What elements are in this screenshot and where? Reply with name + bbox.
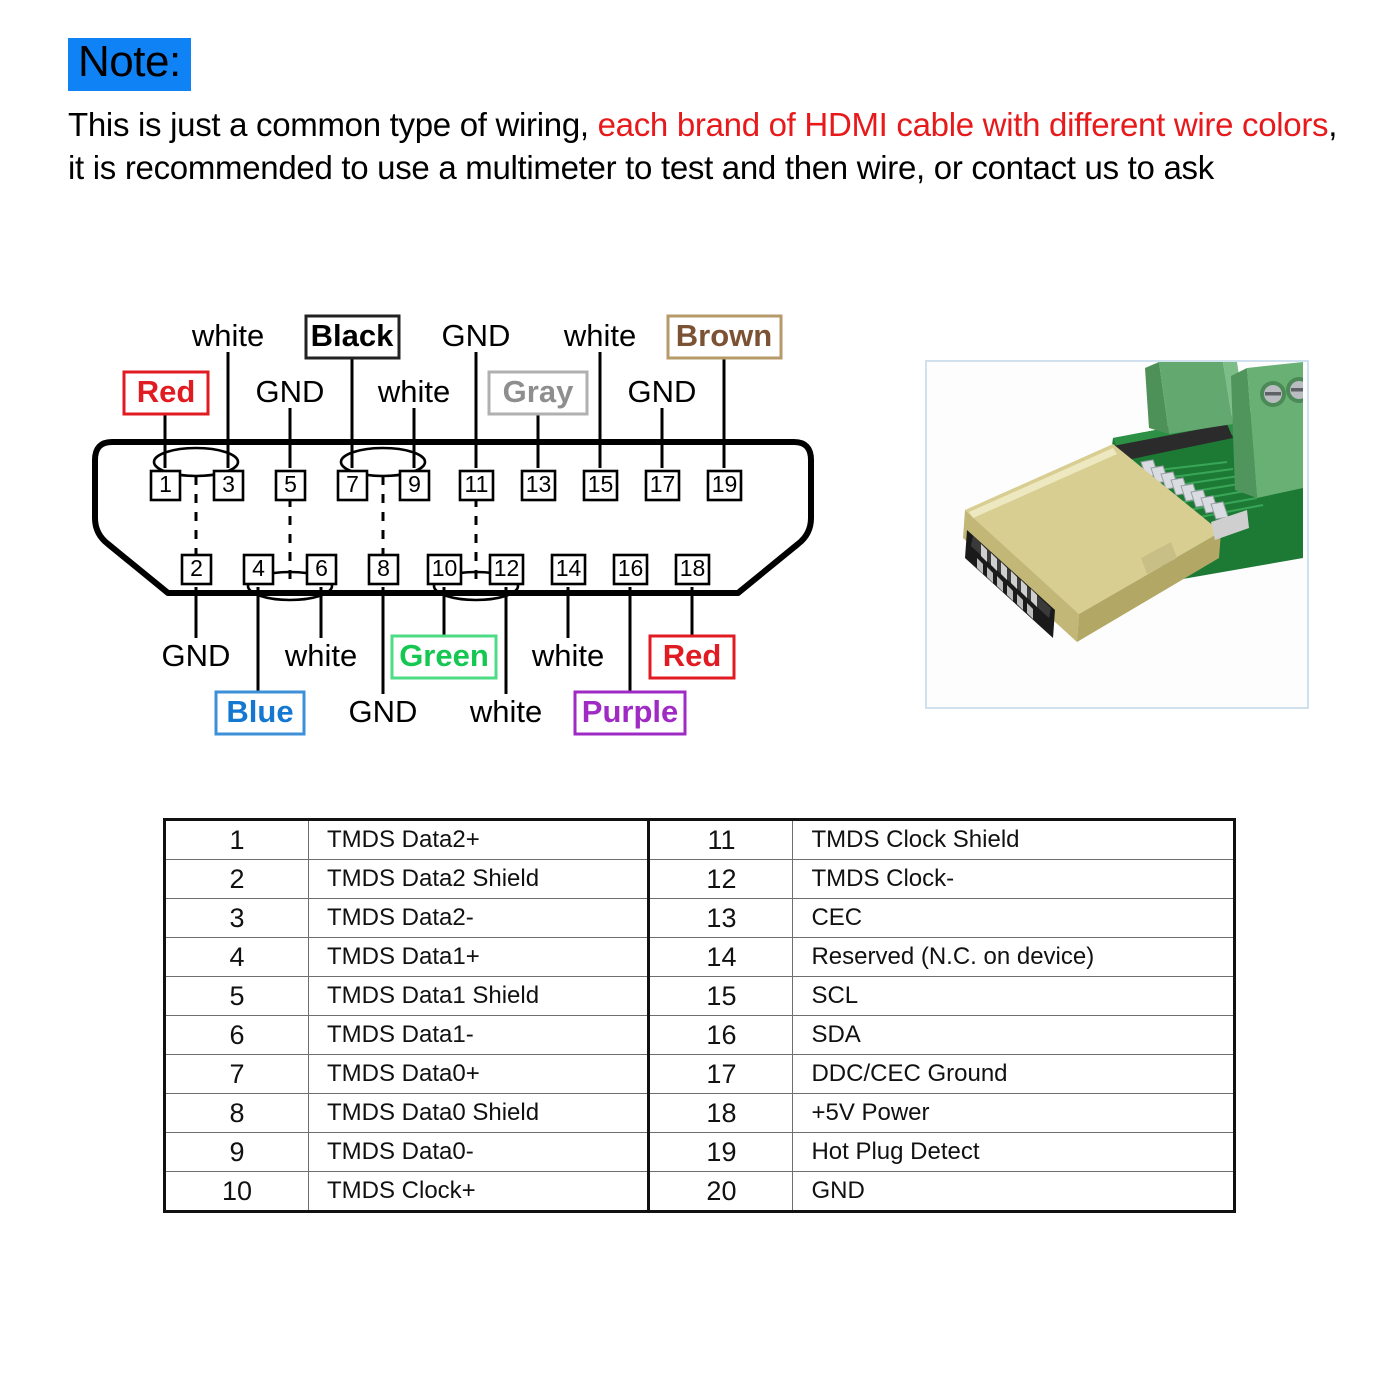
wire-label-top-white-15: white [563, 318, 637, 354]
pin-number-cell: 19 [649, 1133, 793, 1172]
pin-number-cell: 4 [165, 938, 309, 977]
table-row [165, 820, 1235, 860]
note-line1-part1: This is just a common type of wiring, [68, 105, 598, 143]
pin-desc-cell: TMDS Data0+ [309, 1055, 649, 1094]
pin-number-cell: 20 [649, 1172, 793, 1212]
screw-terminal-block-right [1231, 362, 1303, 498]
pin-number-5: 5 [284, 471, 297, 498]
pin-desc-cell: SDA [793, 1016, 1235, 1055]
pin-number-3: 3 [222, 471, 235, 498]
table-row [165, 1172, 1235, 1212]
pin-number-cell: 17 [649, 1055, 793, 1094]
bottom-labels-upper-row [162, 636, 734, 678]
pin-desc-cell: SCL [793, 977, 1235, 1016]
wire-label-top-gray-13: Gray [502, 374, 574, 410]
pin-number-2: 2 [190, 555, 203, 582]
pin-desc-cell: TMDS Clock+ [309, 1172, 649, 1212]
pin-number-cell: 12 [649, 860, 793, 899]
pin-desc-cell: TMDS Clock Shield [793, 820, 1235, 860]
note-title: Note: [68, 38, 191, 91]
table-row [165, 977, 1235, 1016]
pin-number-cell: 5 [165, 977, 309, 1016]
wire-label-top-brown-19: Brown [675, 318, 773, 354]
pin-number-1: 1 [159, 471, 172, 498]
pin-number-cell: 1 [165, 820, 309, 860]
wire-label-top-white-9: white [377, 374, 451, 410]
pin-number-cell: 2 [165, 860, 309, 899]
pin-desc-cell: TMDS Data2- [309, 899, 649, 938]
table-row [165, 938, 1235, 977]
pin-number-17: 17 [649, 471, 676, 498]
pin-desc-cell: TMDS Data2+ [309, 820, 649, 860]
pin-desc-cell: DDC/CEC Ground [793, 1055, 1235, 1094]
bottom-labels-lower-row [216, 692, 685, 734]
top-pin-row [151, 471, 741, 500]
pin-number-12: 12 [493, 555, 520, 582]
pin-number-cell: 16 [649, 1016, 793, 1055]
note-block [68, 38, 1368, 190]
hdmi-pinout-table [163, 818, 1236, 1213]
pin-desc-cell: CEC [793, 899, 1235, 938]
wire-label-top-black-7: Black [310, 318, 394, 354]
wire-label-bottom-green-10: Green [399, 638, 489, 674]
pin-number-cell: 18 [649, 1094, 793, 1133]
bottom-pin-row [182, 555, 709, 584]
pin-number-cell: 6 [165, 1016, 309, 1055]
pin-number-cell: 15 [649, 977, 793, 1016]
pin-number-14: 14 [555, 555, 582, 582]
pin-number-15: 15 [587, 471, 614, 498]
pin-number-cell: 9 [165, 1133, 309, 1172]
wire-label-top-red-1: Red [136, 374, 196, 410]
wire-label-bottom-gnd-2: GND [161, 638, 231, 674]
pin-number-4: 4 [252, 555, 265, 582]
pin-number-cell: 7 [165, 1055, 309, 1094]
wire-label-top-gnd-11: GND [441, 318, 511, 354]
note-line1-part3: , [1328, 105, 1338, 143]
table-row [165, 1016, 1235, 1055]
pin-number-10: 10 [431, 555, 458, 582]
pin-desc-cell: TMDS Data1 Shield [309, 977, 649, 1016]
top-labels-upper-row [191, 316, 781, 358]
wire-label-bottom-blue-4: Blue [226, 694, 294, 730]
note-line1-highlight: each brand of HDMI cable with different wire colors [597, 105, 1329, 143]
wire-label-bottom-gnd-8: GND [348, 694, 418, 730]
pin-desc-cell: TMDS Data1+ [309, 938, 649, 977]
pin-number-11: 11 [464, 471, 489, 498]
table-row [165, 1094, 1235, 1133]
pin-desc-cell: TMDS Data2 Shield [309, 860, 649, 899]
wire-label-bottom-purple-16: Purple [581, 694, 679, 730]
note-line2: it is recommended to use a multimeter to test and then wire, or contact us to ask [68, 149, 1214, 187]
pin-number-8: 8 [377, 555, 390, 582]
wire-label-bottom-white-14: white [531, 638, 605, 674]
pin-number-9: 9 [408, 471, 421, 498]
screw-terminal-block-left [1145, 362, 1245, 434]
pin-number-cell: 8 [165, 1094, 309, 1133]
wire-label-bottom-white-12: white [469, 694, 543, 730]
hdmi-connector-diagram [0, 290, 900, 760]
pin-number-cell: 10 [165, 1172, 309, 1212]
pin-desc-cell: TMDS Data0- [309, 1133, 649, 1172]
pinout-table-body [165, 820, 1235, 1212]
table-row [165, 899, 1235, 938]
pin-number-cell: 14 [649, 938, 793, 977]
pin-desc-cell: TMDS Clock- [793, 860, 1235, 899]
pin-desc-cell: Reserved (N.C. on device) [793, 938, 1235, 977]
wire-label-top-white-3: white [191, 318, 265, 354]
wire-label-bottom-white-6: white [284, 638, 358, 674]
pin-number-cell: 3 [165, 899, 309, 938]
pin-number-cell: 13 [649, 899, 793, 938]
wire-label-top-gnd-17: GND [627, 374, 697, 410]
pin-number-16: 16 [617, 555, 644, 582]
pin-number-13: 13 [525, 471, 552, 498]
wire-label-bottom-red-18: Red [662, 638, 722, 674]
note-body-text [68, 103, 1368, 190]
pin-number-6: 6 [315, 555, 328, 582]
product-photo [925, 360, 1309, 709]
table-row [165, 860, 1235, 899]
pin-number-19: 19 [711, 471, 738, 498]
top-labels-lower-row [124, 372, 696, 414]
pin-number-18: 18 [679, 555, 706, 582]
pin-desc-cell: Hot Plug Detect [793, 1133, 1235, 1172]
pin-number-cell: 11 [649, 820, 793, 860]
pin-desc-cell: TMDS Data1- [309, 1016, 649, 1055]
pin-desc-cell: TMDS Data0 Shield [309, 1094, 649, 1133]
pin-number-7: 7 [346, 471, 359, 498]
table-row [165, 1133, 1235, 1172]
pin-desc-cell: +5V Power [793, 1094, 1235, 1133]
wire-label-top-gnd-5: GND [255, 374, 325, 410]
pin-desc-cell: GND [793, 1172, 1235, 1212]
table-row [165, 1055, 1235, 1094]
